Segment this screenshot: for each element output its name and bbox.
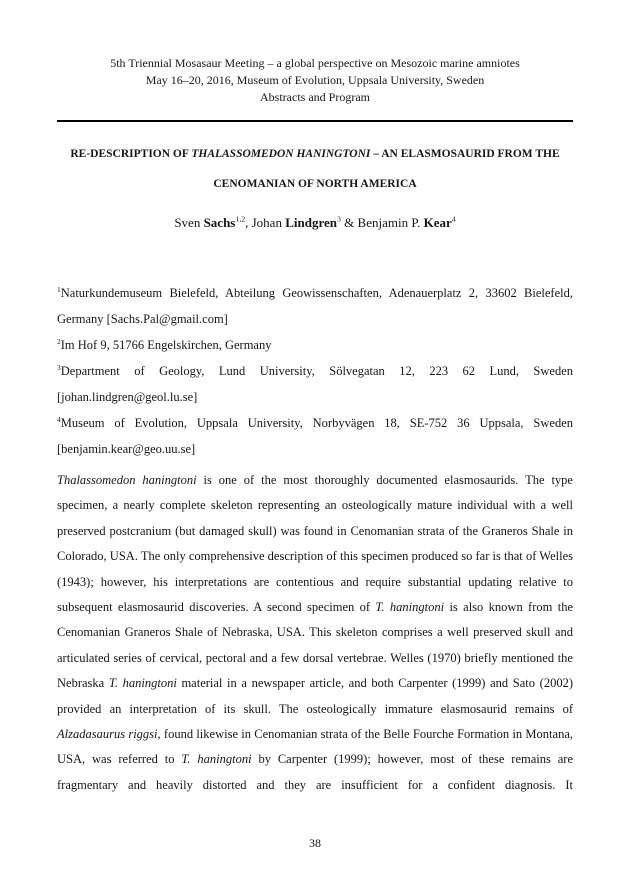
conference-subtitle: Abstracts and Program: [260, 90, 370, 104]
running-header: [57, 55, 573, 106]
conference-title: 5th Triennial Mosasaur Meeting – a global perspective on Mesozoic marine amniotes: [110, 56, 520, 70]
affiliation-2: $^2$Im Hof 9, 51766 Engelskirchen, Germany: [57, 336, 272, 352]
affiliation-3: $^3$Department of Geology, Lund University, Sölvegatan 12, 223 62 Lund, Sweden [johan.lindgren@geol.lu.se]: [57, 362, 573, 404]
author-line: Sven Sachs$^{1,2}$, Johan Lindgren$^3$ & Benjamin P. Kear$^4$: [174, 214, 456, 230]
abstract-title-line-2: CENOMANIAN OF NORTH AMERICA: [213, 178, 417, 190]
page-footer: [0, 836, 630, 851]
abstract-title-line-1: RE-DESCRIPTION OF THALASSOMEDON HANINGTONI – AN ELASMOSAURID FROM THE: [70, 148, 560, 160]
abstract-body: Thalassomedon haningtoni is one of the most thoroughly documented elasmosaurids. The type specimen, a nearly complete skeleton representing an osteologically mature individual with a well preserved postcranium (but damaged skull) was found in Cenomanian strata of the Graneros Shale in Colorado, USA. The only comprehensive description of this specimen produced so far is that of Welles (1943); however, his interpretations are contentious and require substantial updating relative to subsequent elasmosaurid discoveries. A second specimen of T. haningtoni is also known from the Cenomanian Graneros Shale of Nebraska, USA. This skeleton comprises a well preserved skull and articulated series of cervical, pectoral and a few dorsal vertebrae. Welles (1970) briefly mentioned the Nebraska T. haningtoni material in a newspaper article, and both Carpenter (1999) and Sato (2002) provided an interpretation of its skull. The osteologically immature elasmosaurid remains of Alzadasaurus riggsi, found likewise in Cenomanian strata of the Belle Fourche Formation in Montana, USA, was referred to T. haningtoni by Carpenter (1999); however, most of these remains are fragmentary and heavily distorted and they are insufficient for a confident diagnosis. It: [57, 473, 573, 792]
affiliation-4: $^4$Museum of Evolution, Uppsala University, Norbyvägen 18, SE-752 36 Uppsala, Sweden [benjamin.kear@geo.uu.se]: [57, 414, 573, 456]
affiliations-block: [57, 280, 573, 462]
conference-date-venue: May 16–20, 2016, Museum of Evolution, Uppsala University, Sweden: [145, 73, 485, 87]
page-number: 38: [309, 836, 321, 850]
abstract-title: [57, 139, 573, 199]
affiliation-1: $^1$Naturkundemuseum Bielefeld, Abteilung Geowissenschaften, Adenauerplatz 2, 33602 Bielefeld, Germany [Sachs.Pal@gmail.com]: [57, 284, 573, 326]
header-divider: [57, 120, 573, 122]
